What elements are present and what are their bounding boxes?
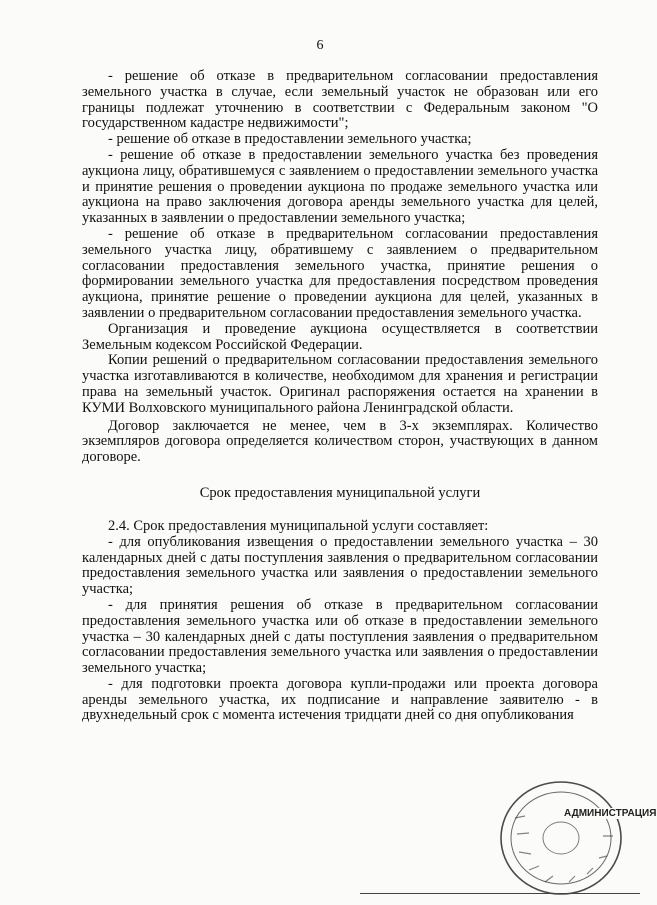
paragraph: - решение об отказе в предоставлении земельного участка; (108, 131, 472, 148)
paragraph: Копии решений о предварительном согласовании предоставления земельного участка изготавливаются в количестве, необходимом для хранения и регистрации права на земельный участок. Оригинал распоряжения остается на хранении в КУМИ Волховского муниципального района Ленинградской области. (82, 352, 598, 416)
paragraph: Организация и проведение аукциона осуществляется в соответствии Земельным кодексом Российской Федерации. (82, 320, 598, 353)
paragraph: - решение об отказе в предварительном согласовании предоставления земельного участка в случае, если земельный участок не образован или его границы подлежат уточнению в соответствии с Федеральным законом "О государственном кадастре недвижимости"; (82, 68, 598, 132)
paragraph: 2.4. Срок предоставления муниципальной услуги составляет: (108, 517, 489, 534)
paragraph: - для подготовки проекта договора купли-продажи или проекта договора аренды земельного участка, их подписание и направление заявителю - в двухнедельный срок с момента истечения тридцати дней со дня опубликования (82, 675, 598, 724)
paragraph: - для опубликования извещения о предоставлении земельного участка – 30 календарных дней с даты поступления заявления о предварительном согласовании предоставления земельного участка или заявления о предоставлении земельного участка; (82, 533, 598, 598)
section-heading: Срок предоставления муниципальной услуги (199, 484, 481, 501)
paragraph: - решение об отказе в предоставлении земельного участка без проведения аукциона лицу, обратившемуся с заявлением о предоставлении земельного участка и принятие решения о проведении аукциона по продаже земельного участка или аукциона на право заключения договора аренды земельного участка для целей, указанных в заявлении о предоставлении земельного участка; (82, 146, 598, 227)
document-body (82, 69, 598, 724)
page-number: 6 (316, 38, 324, 53)
paragraph: - решение об отказе в предварительном согласовании предоставления земельного участка лицу, обратившему с заявлением о предварительном согласовании предоставления земельного участка, принятие решения о формировании земельного участка для предоставления посредством проведения аукциона, принятие решение о проведении аукциона для целей, указанных в заявлении о предварительном согласовании предоставления земельного участка. (82, 225, 598, 321)
stamp-label: АДМИНИСТРАЦИЯ (564, 808, 657, 819)
paragraph: - для принятия решения об отказе в предварительном согласовании предоставления земельного участка или об отказе в предоставлении земельного участка – 30 календарных дней с даты поступления заявления о предварительном согласовании предоставления земельного участка или заявления о предоставлении земельного участка; (82, 596, 598, 677)
official-seal-stamp (495, 778, 623, 896)
bottom-rule (360, 893, 640, 894)
paragraph: Договор заключается не менее, чем в 3-х экземплярах. Количество экземпляров договора определяется количеством сторон, участвующих в данном договоре. (82, 417, 598, 466)
